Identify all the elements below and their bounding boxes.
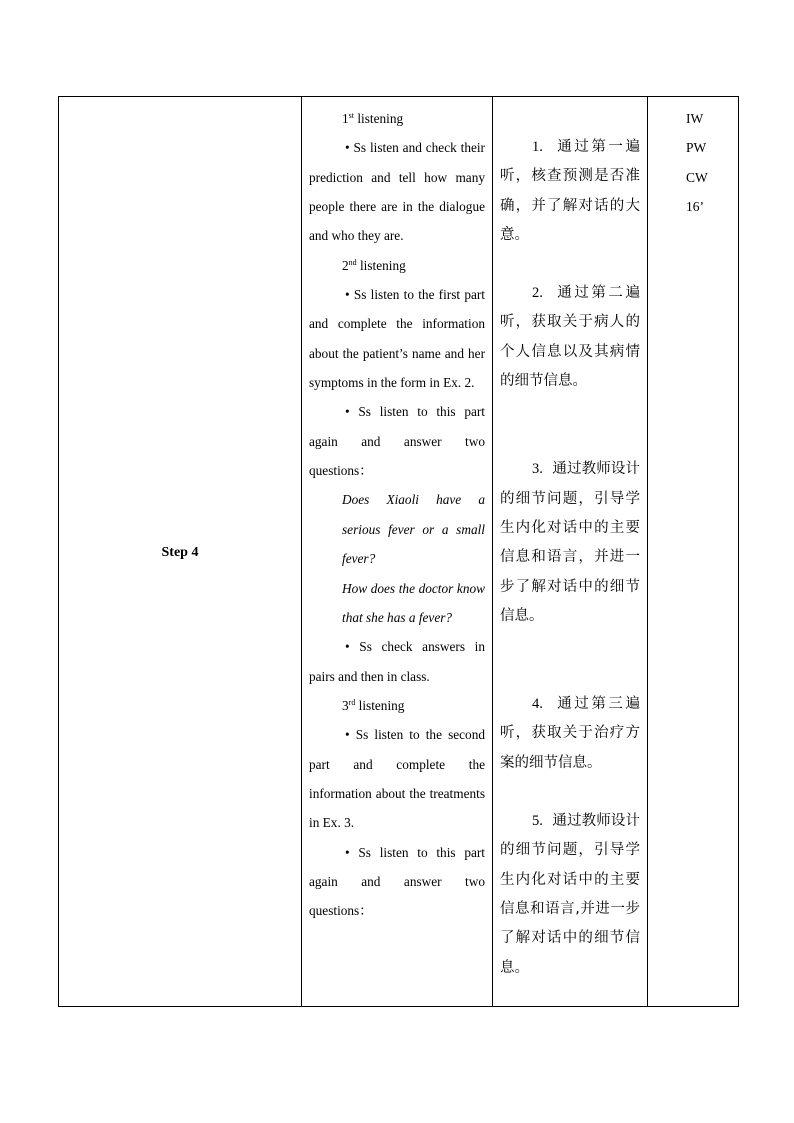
listening-number: 2 [342, 257, 349, 273]
procedure-bullet: • Ss listen to the first part and complete the information about the patient’s name and her symptoms in the form in Ex. 2. [309, 287, 485, 391]
procedure-question: How does the doctor know that she has a fever? [342, 580, 485, 625]
purpose-text: 通过第一遍听，核查预测是否准确，并了解对话的大意。 [500, 139, 641, 243]
purpose-cell [493, 97, 648, 1007]
procedure-bullet: • Ss listen to the second part and complete the information about the treatments in Ex. 3. [309, 727, 485, 831]
purpose-content [493, 97, 647, 983]
step-row [59, 97, 739, 1007]
ordinal-suffix: rd [348, 697, 356, 707]
ordinal-suffix: st [348, 111, 354, 120]
time-duration: 16’ [686, 198, 704, 214]
interaction-cell [648, 97, 739, 1007]
ordinal-suffix: nd [348, 257, 357, 267]
purpose-number: 4. [532, 696, 543, 713]
step-cell [59, 97, 302, 1007]
purpose-number: 1. [532, 139, 543, 155]
listening-heading [309, 104, 485, 133]
procedure-bullet: • Ss listen and check their prediction and tell how many people there are in the dialogue and who they are. [309, 140, 485, 244]
procedure-bullet: • Ss listen to this part again and answer two questions： [309, 404, 485, 479]
purpose-text: 通过教师设计的细节问题，引导学生内化对话中的主要信息和语言,并进一步了解对话中的细节信息。 [500, 813, 641, 976]
purpose-number: 2. [532, 285, 543, 302]
procedure-question: Does Xiaoli have a serious fever or a small fever? [342, 492, 485, 567]
purpose-item [500, 455, 640, 631]
listening-heading [309, 691, 485, 720]
interaction-modes [648, 97, 738, 221]
purpose-text: 通过第三遍听，获取关于治疗方案的细节信息。 [500, 696, 641, 771]
listening-label: listening [356, 257, 406, 273]
interaction-mode: IW [686, 111, 704, 126]
procedure-cell [302, 97, 493, 1007]
interaction-mode: CW [686, 169, 708, 185]
purpose-number: 3. [532, 461, 543, 478]
purpose-item [500, 690, 640, 778]
interaction-mode: PW [686, 140, 707, 156]
purpose-item [500, 807, 640, 983]
purpose-number: 5. [532, 813, 543, 830]
purpose-item [500, 133, 640, 250]
purpose-item [500, 279, 640, 396]
listening-label: listening [355, 697, 405, 713]
listening-number: 3 [342, 697, 349, 713]
procedure-content [302, 97, 492, 926]
listening-number: 1 [342, 111, 349, 126]
listening-heading [309, 251, 485, 280]
purpose-text: 通过教师设计的细节问题，引导学生内化对话中的主要信息和语言，并进一步了解对话中的细节信息。 [500, 461, 641, 624]
lesson-plan-table [58, 96, 739, 1007]
step-label: Step 4 [161, 544, 199, 560]
listening-label: listening [354, 111, 404, 126]
procedure-bullet: • Ss check answers in pairs and then in class. [309, 639, 485, 684]
procedure-bullet: • Ss listen to this part again and answer two questions： [309, 844, 485, 919]
purpose-text: 通过第二遍听，获取关于病人的个人信息以及其病情的细节信息。 [500, 285, 641, 390]
